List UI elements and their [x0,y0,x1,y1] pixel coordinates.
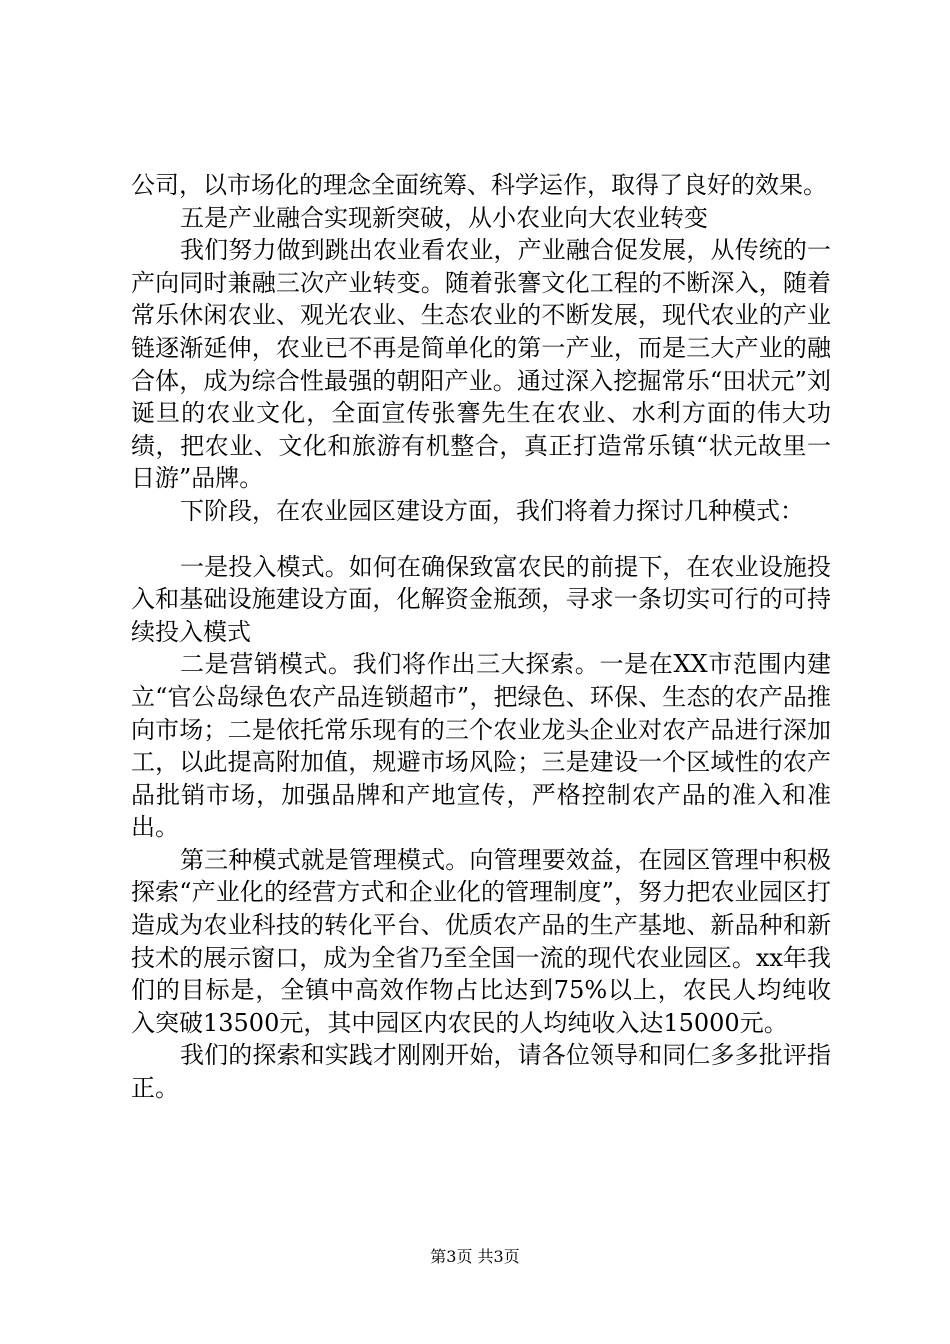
page-footer: 第3页 共3页 [430,1247,520,1266]
paragraph-closing: 我们的探索和实践才刚刚开始，请各位领导和同仁多多批评指正。 [131,1041,831,1103]
paragraph-next-stage: 下阶段，在农业园区建设方面，我们将着力探讨几种模式： [180,496,804,525]
paragraph-investment-model: 一是投入模式。如何在确保致富农民的前提下，在农业设施投入和基础设施建设方面，化解资金瓶颈，寻求一条切实可行的可持续投入模式 [131,552,831,646]
paragraph-management-model: 第三种模式就是管理模式。向管理要效益，在园区管理中积极探索“产业化的经营方式和企业化的管理制度”，努力把农业园区打造成为农业科技的转化平台、优质农产品的生产基地、新品种和新技术的展示窗口，成为全省乃至全国一流的现代农业园区。xx年我们的目标是，全镇中高效作物占比达到75%以上，农民人均纯收入突破13500元，其中园区内农民的人均纯收入达15000元。 [131,845,831,1037]
paragraph-intro-continuation: 公司，以市场化的理念全面统筹、科学运作，取得了良好的效果。 [131,171,827,199]
document-body [131,169,831,1105]
section-heading-five: 五是产业融合实现新突破，从小农业向大农业转变 [180,203,708,232]
paragraph-industry-fusion: 我们努力做到跳出农业看农业，产业融合促发展，从传统的一产向同时兼融三次产业转变。随着张謇文化工程的不断深入，随着常乐休闲农业、观光农业、生态农业的不断发展，现代农业的产业链逐渐延伸，农业已不再是简单化的第一产业，而是三大产业的融合体，成为综合性最强的朝阳产业。通过深入挖掘常乐“田状元”刘诞旦的农业文化，全面宣传张謇先生在农业、水利方面的伟大功绩，把农业、文化和旅游有机整合，真正打造常乐镇“状元故里一日游”品牌。 [131,236,831,493]
paragraph-marketing-model: 二是营销模式。我们将作出三大探索。一是在XX市范围内建立“官公岛绿色农产品连锁超市”，把绿色、环保、生态的农产品推向市场；二是依托常乐现有的三个农业龙头企业对农产品进行深加工，以此提高附加值，规避市场风险；三是建设一个区域性的农产品批销市场，加强品牌和产地宣传，严格控制农产品的准入和准出。 [131,650,831,842]
